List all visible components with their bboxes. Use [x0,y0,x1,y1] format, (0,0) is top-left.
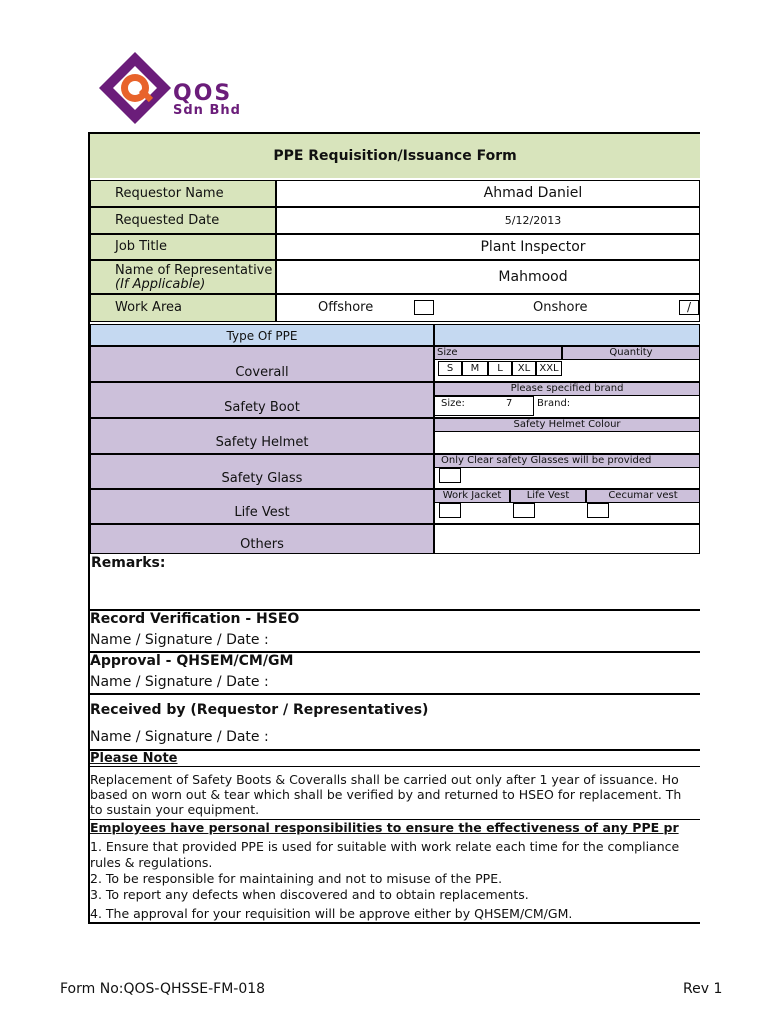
remarks-label: Remarks: [91,555,166,571]
logo-diamond-icon [95,48,175,128]
approval-signature-line: Name / Signature / Date : [90,674,269,690]
representative-label-text: Name of Representative [115,263,273,278]
requestor-name-field[interactable]: Ahmad Daniel [276,180,700,207]
size-xxl-option[interactable]: XXL [536,361,562,376]
note-text [90,772,700,817]
coverall-quantity-header: Quantity [562,346,700,360]
onshore-label: Onshore [533,300,588,315]
boot-size-label: Size: [441,398,465,409]
divider [90,766,700,767]
offshore-checkbox[interactable] [414,300,434,315]
others-field[interactable] [434,524,700,554]
ppe-detail-header [434,324,700,346]
safety-glass-checkbox[interactable] [439,468,461,483]
responsibility-item: 1. Ensure that provided PPE is used for suitable with work relate each time for the compliance [90,839,680,854]
representative-field[interactable]: Mahmood [276,260,700,294]
divider [90,749,700,751]
onshore-checkbox[interactable]: / [679,300,699,315]
job-title-field[interactable]: Plant Inspector [276,234,700,260]
revision: Rev 1 [683,981,723,997]
coverall-label: Coverall [90,346,434,382]
brand-header: Please specified brand [434,382,700,396]
size-s-option[interactable]: S [438,361,462,376]
coverall-size-header: Size [434,346,562,360]
responsibility-heading: Employees have personal responsibilities to ensure the effectiveness of any PPE pr [90,820,679,835]
job-title-label: Job Title [90,234,276,260]
responsibility-item: 4. The approval for your requisition will be approve either by QHSEM/CM/GM. [90,906,573,921]
verification-title: Record Verification - HSEO [90,611,300,627]
representative-label-sub: (If Applicable) [115,277,206,292]
note-line: to sustain your equipment. [90,802,260,817]
size-m-option[interactable]: M [462,361,488,376]
responsibility-item: 3. To report any defects when discovered and to obtain replacements. [90,887,529,902]
verification-signature-line: Name / Signature / Date : [90,632,269,648]
size-xl-option[interactable]: XL [512,361,536,376]
logo-subname: Sdn Bhd [173,103,241,118]
responsibility-item: rules & regulations. [90,855,213,870]
divider [90,693,700,695]
others-label: Others [90,524,434,554]
size-l-option[interactable]: L [488,361,512,376]
requestor-name-label: Requestor Name [90,180,276,207]
requested-date-label: Requested Date [90,207,276,234]
life-vest-label: Life Vest [90,489,434,524]
life-vest-checkbox[interactable] [513,503,535,518]
safety-glass-label: Safety Glass [90,454,434,489]
ppe-type-header-text: Type Of PPE [226,329,298,343]
note-line: Replacement of Safety Boots & Coveralls shall be carried out only after 1 year of issuance. Ho [90,772,679,787]
received-signature-line: Name / Signature / Date : [90,729,269,745]
brand-label: Brand: [537,398,571,409]
note-line: based on worn out & tear which shall be verified by and returned to HSEO for replacement. Th [90,787,682,802]
glass-header: Only Clear safety Glasses will be provided [434,454,700,468]
work-area-label: Work Area [90,294,276,322]
work-jacket-checkbox[interactable] [439,503,461,518]
vest-option-work-jacket: Work Jacket [434,489,510,503]
form-number: Form No:QOS-QHSSE-FM-018 [60,981,266,997]
form-title: PPE Requisition/Issuance Form [273,148,517,164]
helmet-colour-header: Safety Helmet Colour [434,418,700,432]
vest-option-life-vest: Life Vest [510,489,586,503]
approval-title: Approval - QHSEM/CM/GM [90,653,294,669]
received-title: Received by (Requestor / Representatives) [90,702,429,718]
company-logo [95,48,275,128]
boot-size-value: 7 [506,398,513,409]
responsibility-list [90,839,700,922]
responsibility-item: 2. To be responsible for maintaining and not to misuse of the PPE. [90,871,503,886]
requested-date-field[interactable]: 5/12/2013 [276,207,700,234]
please-note-heading: Please Note [90,751,178,766]
ppe-type-header [90,324,434,346]
vest-option-cecumar: Cecumar vest [586,489,700,503]
logo-name: QOS [173,81,233,106]
safety-boot-label: Safety Boot [90,382,434,418]
safety-helmet-label: Safety Helmet [90,418,434,454]
cecumar-vest-checkbox[interactable] [587,503,609,518]
offshore-label: Offshore [318,300,374,315]
remarks-field[interactable] [90,570,700,608]
representative-label [90,260,276,294]
